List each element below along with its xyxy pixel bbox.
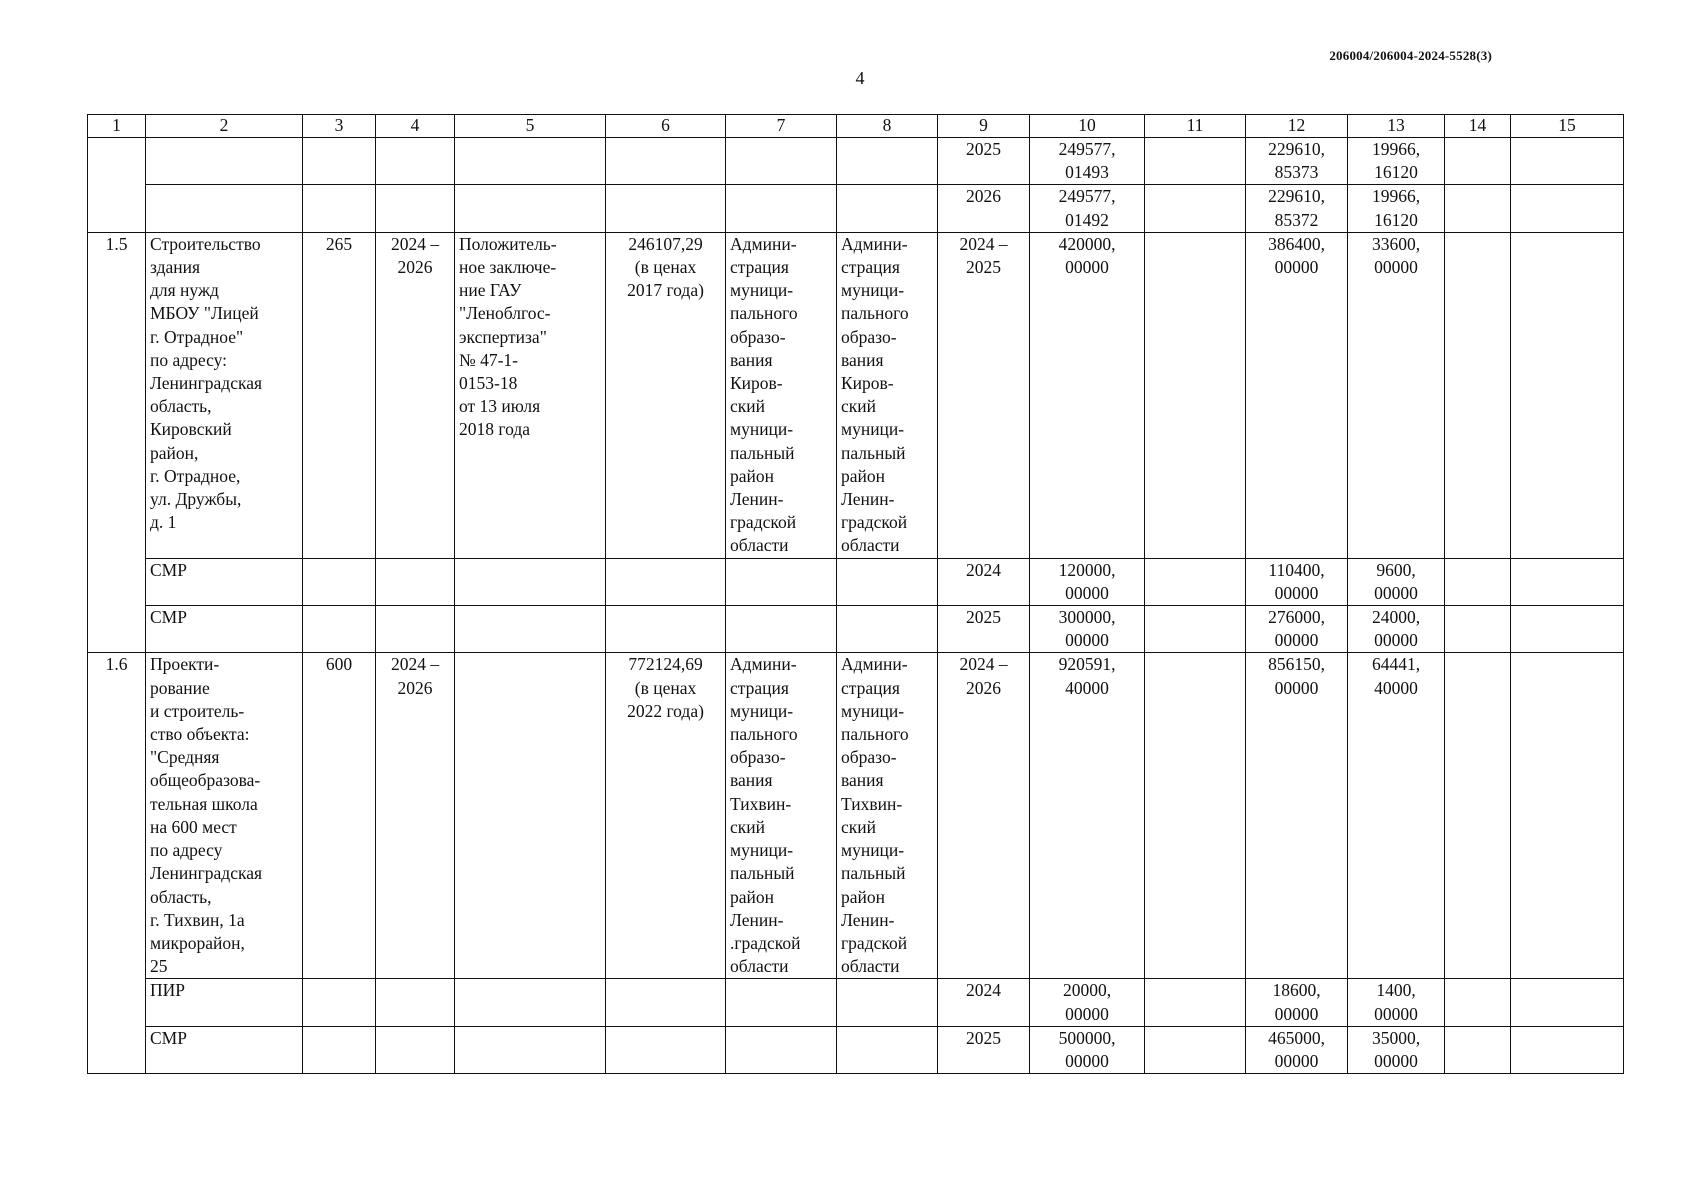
table-cell [376, 558, 455, 605]
table-cell [455, 138, 606, 185]
table-row [88, 138, 1624, 185]
table-cell [455, 185, 606, 232]
column-header: 13 [1348, 115, 1445, 138]
object-name: Строительство здания для нужд МБОУ "Лицей г. Отрадное" по адресу: Ленинградская область, Кировский район, г. Отрадное, ул. Дружбы, д. 1 [146, 232, 303, 558]
table-cell [303, 1026, 376, 1073]
customer-cell: Админи- страция муници- пального образо- вания Тихвин- ский муници- пальный район Ленин- .градской области [726, 653, 837, 979]
table-cell [146, 138, 303, 185]
regional-amount-cell: 856150, 00000 [1246, 653, 1348, 979]
investment-table [87, 114, 1624, 1074]
total-amount-cell: 120000, 00000 [1030, 558, 1145, 605]
column-header: 14 [1445, 115, 1511, 138]
table-cell [1445, 138, 1511, 185]
table-row [88, 606, 1624, 653]
table-cell [837, 979, 938, 1026]
year-cell: 2024 – 2025 [938, 232, 1030, 558]
table-cell [1511, 653, 1624, 979]
table-cell [726, 1026, 837, 1073]
table-row [88, 185, 1624, 232]
table-cell [1445, 185, 1511, 232]
column-header: 3 [303, 115, 376, 138]
table-cell [376, 979, 455, 1026]
year-cell: 2025 [938, 1026, 1030, 1073]
table-row [88, 653, 1624, 979]
local-amount-cell: 9600, 00000 [1348, 558, 1445, 605]
table-cell [606, 185, 726, 232]
table-cell [376, 138, 455, 185]
table-cell [1145, 185, 1246, 232]
table-cell [1445, 653, 1511, 979]
work-type-cell: ПИР [146, 979, 303, 1026]
document-id: 206004/206004-2024-5528(3) [1329, 48, 1492, 63]
local-amount-cell: 64441, 40000 [1348, 653, 1445, 979]
table-cell [606, 558, 726, 605]
capacity-cell: 265 [303, 232, 376, 558]
table-cell [726, 606, 837, 653]
table-cell [726, 185, 837, 232]
table-cell [837, 606, 938, 653]
column-header: 1 [88, 115, 146, 138]
table-cell [837, 1026, 938, 1073]
total-amount-cell: 20000, 00000 [1030, 979, 1145, 1026]
developer-cell: Админи- страция муници- пального образо- вания Тихвин- ский муници- пальный район Ленин- градской области [837, 653, 938, 979]
total-amount-cell: 920591, 40000 [1030, 653, 1145, 979]
table-cell [726, 558, 837, 605]
table-cell [1511, 979, 1624, 1026]
table-cell [88, 138, 146, 233]
table-cell [1511, 185, 1624, 232]
table-cell [376, 606, 455, 653]
column-header: 6 [606, 115, 726, 138]
table-cell [1145, 138, 1246, 185]
table-cell [606, 138, 726, 185]
table-row [88, 232, 1624, 558]
period-cell: 2024 – 2026 [376, 653, 455, 979]
work-type-cell: СМР [146, 606, 303, 653]
table-cell [1145, 606, 1246, 653]
table-cell [1145, 653, 1246, 979]
regional-amount-cell: 110400, 00000 [1246, 558, 1348, 605]
table-cell [1445, 558, 1511, 605]
regional-amount-cell: 465000, 00000 [1246, 1026, 1348, 1073]
table-cell [303, 185, 376, 232]
column-header: 12 [1246, 115, 1348, 138]
table-row [88, 558, 1624, 605]
total-amount-cell: 249577, 01493 [1030, 138, 1145, 185]
year-cell: 2024 [938, 979, 1030, 1026]
work-type-cell: СМР [146, 1026, 303, 1073]
table-cell [1445, 232, 1511, 558]
table-cell [1511, 606, 1624, 653]
table-cell [1145, 1026, 1246, 1073]
local-amount-cell: 19966, 16120 [1348, 138, 1445, 185]
table-cell [146, 185, 303, 232]
table-cell [1511, 138, 1624, 185]
table-cell [1145, 558, 1246, 605]
year-cell: 2025 [938, 138, 1030, 185]
table-cell [1511, 232, 1624, 558]
expertise-cell [455, 653, 606, 979]
column-header: 10 [1030, 115, 1145, 138]
column-header: 2 [146, 115, 303, 138]
year-cell: 2024 [938, 558, 1030, 605]
table-row [88, 1026, 1624, 1073]
year-cell: 2024 – 2026 [938, 653, 1030, 979]
local-amount-cell: 1400, 00000 [1348, 979, 1445, 1026]
estimated-cost-cell: 246107,29 (в ценах 2017 года) [606, 232, 726, 558]
regional-amount-cell: 276000, 00000 [1246, 606, 1348, 653]
total-amount-cell: 500000, 00000 [1030, 1026, 1145, 1073]
table-cell [303, 606, 376, 653]
table-cell [455, 558, 606, 605]
table-cell [455, 606, 606, 653]
table-cell [303, 979, 376, 1026]
table-cell [303, 138, 376, 185]
table-cell [726, 979, 837, 1026]
table-cell [837, 185, 938, 232]
work-type-cell: СМР [146, 558, 303, 605]
table-cell [606, 606, 726, 653]
local-amount-cell: 19966, 16120 [1348, 185, 1445, 232]
regional-amount-cell: 229610, 85372 [1246, 185, 1348, 232]
total-amount-cell: 420000, 00000 [1030, 232, 1145, 558]
year-cell: 2025 [938, 606, 1030, 653]
total-amount-cell: 300000, 00000 [1030, 606, 1145, 653]
column-header: 9 [938, 115, 1030, 138]
column-header: 8 [837, 115, 938, 138]
table-cell [1511, 558, 1624, 605]
year-cell: 2026 [938, 185, 1030, 232]
object-name: Проекти- рование и строитель- ство объекта: "Средняя общеобразова- тельная школа на 600 мест по адресу Ленинградская область, г. Тихвин, 1а микрорайон, 25 [146, 653, 303, 979]
expertise-cell: Положитель- ное заключе- ние ГАУ "Леноблгос- экспертиза" № 47-1- 0153-18 от 13 июля 2018 года [455, 232, 606, 558]
column-header: 11 [1145, 115, 1246, 138]
table-cell [1145, 232, 1246, 558]
estimated-cost-cell: 772124,69 (в ценах 2022 года) [606, 653, 726, 979]
developer-cell: Админи- страция муници- пального образо- вания Киров- ский муници- пальный район Ленин- градской области [837, 232, 938, 558]
regional-amount-cell: 18600, 00000 [1246, 979, 1348, 1026]
regional-amount-cell: 229610, 85373 [1246, 138, 1348, 185]
table-cell [1445, 979, 1511, 1026]
table-cell [606, 1026, 726, 1073]
table-cell [837, 138, 938, 185]
table-cell [455, 979, 606, 1026]
total-amount-cell: 249577, 01492 [1030, 185, 1145, 232]
column-header: 4 [376, 115, 455, 138]
item-number: 1.6 [88, 653, 146, 1074]
local-amount-cell: 33600, 00000 [1348, 232, 1445, 558]
table-cell [606, 979, 726, 1026]
table-cell [1445, 606, 1511, 653]
page-number: 4 [855, 68, 865, 88]
customer-cell: Админи- страция муници- пального образо- вания Киров- ский муници- пальный район Ленин- градской области [726, 232, 837, 558]
table-cell [303, 558, 376, 605]
table-cell [726, 138, 837, 185]
table-cell [455, 1026, 606, 1073]
table-cell [1511, 1026, 1624, 1073]
item-number: 1.5 [88, 232, 146, 653]
table-cell [376, 1026, 455, 1073]
regional-amount-cell: 386400, 00000 [1246, 232, 1348, 558]
table-cell [376, 185, 455, 232]
table-cell [1445, 1026, 1511, 1073]
column-header: 5 [455, 115, 606, 138]
local-amount-cell: 35000, 00000 [1348, 1026, 1445, 1073]
column-number-row [88, 115, 1624, 138]
column-header: 15 [1511, 115, 1624, 138]
period-cell: 2024 – 2026 [376, 232, 455, 558]
table-cell [837, 558, 938, 605]
capacity-cell: 600 [303, 653, 376, 979]
column-header: 7 [726, 115, 837, 138]
local-amount-cell: 24000, 00000 [1348, 606, 1445, 653]
table-row [88, 979, 1624, 1026]
table-cell [1145, 979, 1246, 1026]
